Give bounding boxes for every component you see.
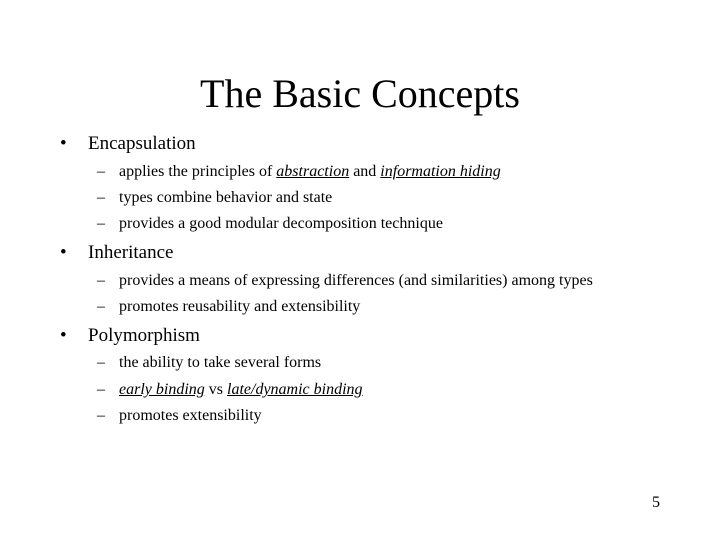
dash-marker: – (97, 163, 105, 180)
text-run: provides a means of expressing differences (and similarities) among types (119, 272, 593, 289)
bullet-inheritance (60, 242, 173, 264)
bullet-heading: Polymorphism (88, 325, 200, 346)
dash-marker: – (97, 189, 105, 206)
text-run: the ability to take several forms (119, 354, 322, 371)
dash-marker: – (97, 298, 105, 315)
slide-title: The Basic Concepts (200, 71, 520, 116)
dash-marker: – (97, 272, 105, 289)
sub-item (97, 162, 501, 182)
underlined-term: information hiding (380, 163, 501, 180)
underlined-term: early binding (119, 381, 205, 398)
sub-item (97, 271, 593, 291)
bullet-dot: • (60, 325, 67, 346)
dash-marker: – (97, 215, 105, 232)
text-run: provides a good modular decomposition technique (119, 215, 443, 232)
underlined-term: late/dynamic binding (227, 381, 363, 398)
sub-item (97, 214, 443, 234)
sub-item (97, 188, 332, 208)
underlined-term: abstraction (276, 163, 350, 180)
sub-item (97, 406, 262, 426)
dash-marker: – (97, 354, 105, 371)
bullet-encapsulation (60, 133, 196, 155)
bullet-heading: Inheritance (88, 242, 174, 263)
text-run: promotes extensibility (119, 407, 262, 424)
bullet-heading: Encapsulation (88, 133, 196, 154)
text-run: applies the principles of (119, 163, 277, 180)
text-run: and (349, 163, 381, 180)
text-run: types combine behavior and state (119, 189, 333, 206)
text-run: vs (204, 381, 227, 398)
text-run: promotes reusability and extensibility (119, 298, 361, 315)
page-number: 5 (652, 494, 660, 511)
sub-item (97, 353, 321, 373)
sub-item (97, 380, 363, 400)
dash-marker: – (97, 381, 105, 398)
bullet-dot: • (60, 133, 67, 154)
bullet-dot: • (60, 242, 67, 263)
bullet-polymorphism (60, 325, 200, 347)
sub-item (97, 297, 360, 317)
dash-marker: – (97, 407, 105, 424)
